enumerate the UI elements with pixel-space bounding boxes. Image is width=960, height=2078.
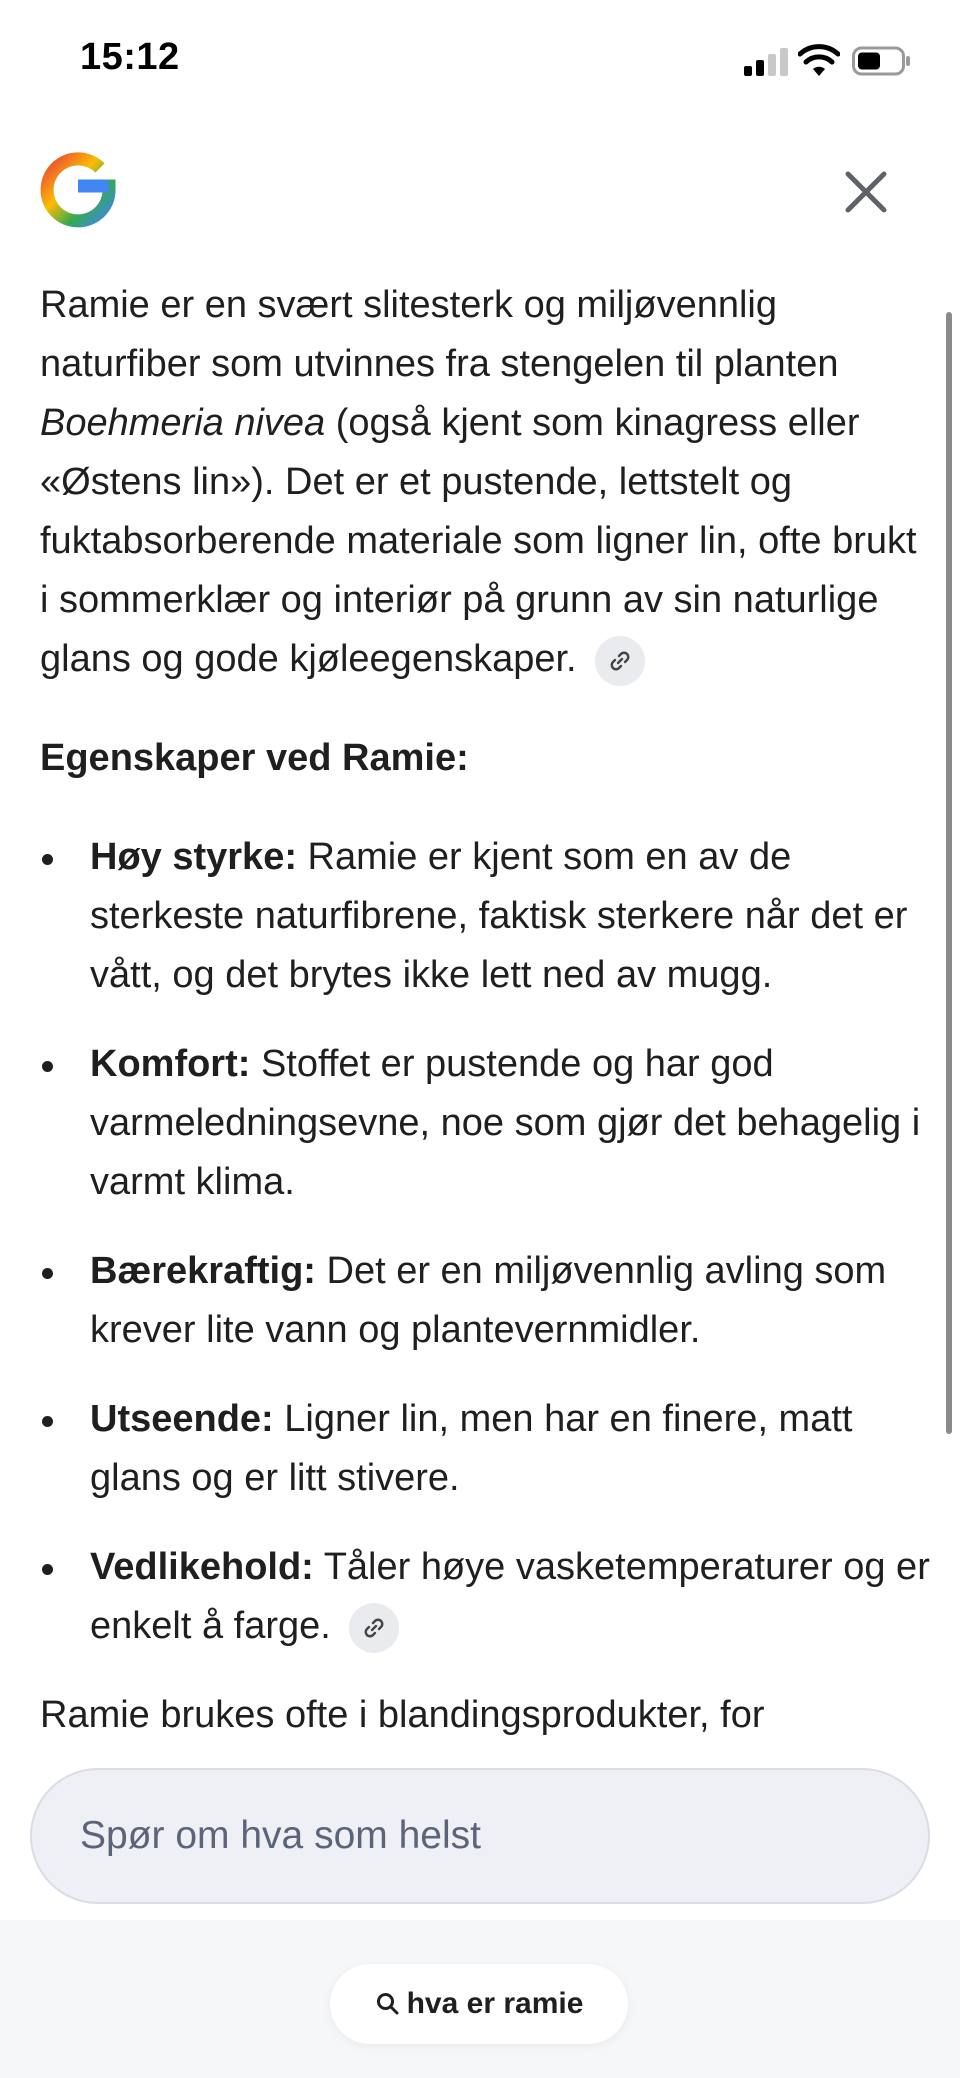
status-bar xyxy=(0,0,960,120)
list-item-title: Bærekraftig: xyxy=(90,1250,316,1292)
properties-list xyxy=(40,828,930,1656)
species-name: Boehmeria nivea xyxy=(40,402,326,444)
ask-anything-input[interactable] xyxy=(30,1768,930,1904)
section-heading: Egenskaper ved Ramie: xyxy=(40,737,469,779)
list-item-title: Komfort: xyxy=(90,1043,251,1085)
ask-input-placeholder: Spør om hva som helst xyxy=(80,1814,481,1857)
cellular-signal-icon xyxy=(744,46,788,76)
google-g-logo xyxy=(38,148,118,228)
list-item-text: Det er en miljøvennlig avling som krever lite vann og plantevernmidler. xyxy=(90,1250,887,1351)
source-link-button[interactable] xyxy=(349,1603,399,1653)
battery-icon xyxy=(852,46,912,76)
scroll-indicator[interactable] xyxy=(946,312,952,1434)
close-icon xyxy=(844,170,888,214)
list-item xyxy=(40,1242,930,1360)
list-item-text: Stoffet er pustende og har god varmeledningsevne, noe som gjør det behagelig i varmt klima. xyxy=(90,1043,921,1203)
list-item-title: Vedlikehold: xyxy=(90,1546,314,1588)
list-item xyxy=(40,1538,930,1656)
list-item xyxy=(40,828,930,1005)
source-link-button[interactable] xyxy=(595,636,645,686)
query-chip[interactable] xyxy=(330,1964,628,2044)
answer-content xyxy=(40,276,930,1738)
trailing-paragraph: Ramie brukes ofte i blandingsprodukter, for xyxy=(40,1694,765,1736)
status-time: 15:12 xyxy=(80,36,180,78)
intro-paragraph xyxy=(40,276,930,689)
list-item-text: Ligner lin, men har en finere, matt glans og er litt stivere. xyxy=(90,1398,853,1499)
close-button[interactable] xyxy=(836,162,896,222)
list-item-title: Høy styrke: xyxy=(90,836,297,878)
link-icon xyxy=(608,649,632,673)
intro-text-1: Ramie er en svært slitesterk og miljøvennlig naturfiber som utvinnes fra stengelen til planten xyxy=(40,284,839,385)
search-icon xyxy=(375,1991,401,2017)
list-item-text: Ramie er kjent som en av de sterkeste naturfibrene, faktisk sterkere når det er vått, og det brytes ikke lett ned av mugg. xyxy=(90,836,908,996)
list-item xyxy=(40,1035,930,1212)
link-icon xyxy=(362,1616,386,1640)
list-item-text: Tåler høye vasketemperaturer og er enkelt å farge. xyxy=(90,1546,930,1647)
list-item xyxy=(40,1390,930,1508)
query-chip-label: hva er ramie xyxy=(406,1987,584,2020)
intro-text-2: (også kjent som kinagress eller «Østens lin»). Det er et pustende, lettstelt og fuktabsorberende materiale som ligner lin, ofte brukt i sommerklær og interiør på grunn av sin naturlige glans og gode kjøleegenskaper. xyxy=(40,402,917,680)
wifi-icon xyxy=(798,44,840,78)
list-item-title: Utseende: xyxy=(90,1398,274,1440)
